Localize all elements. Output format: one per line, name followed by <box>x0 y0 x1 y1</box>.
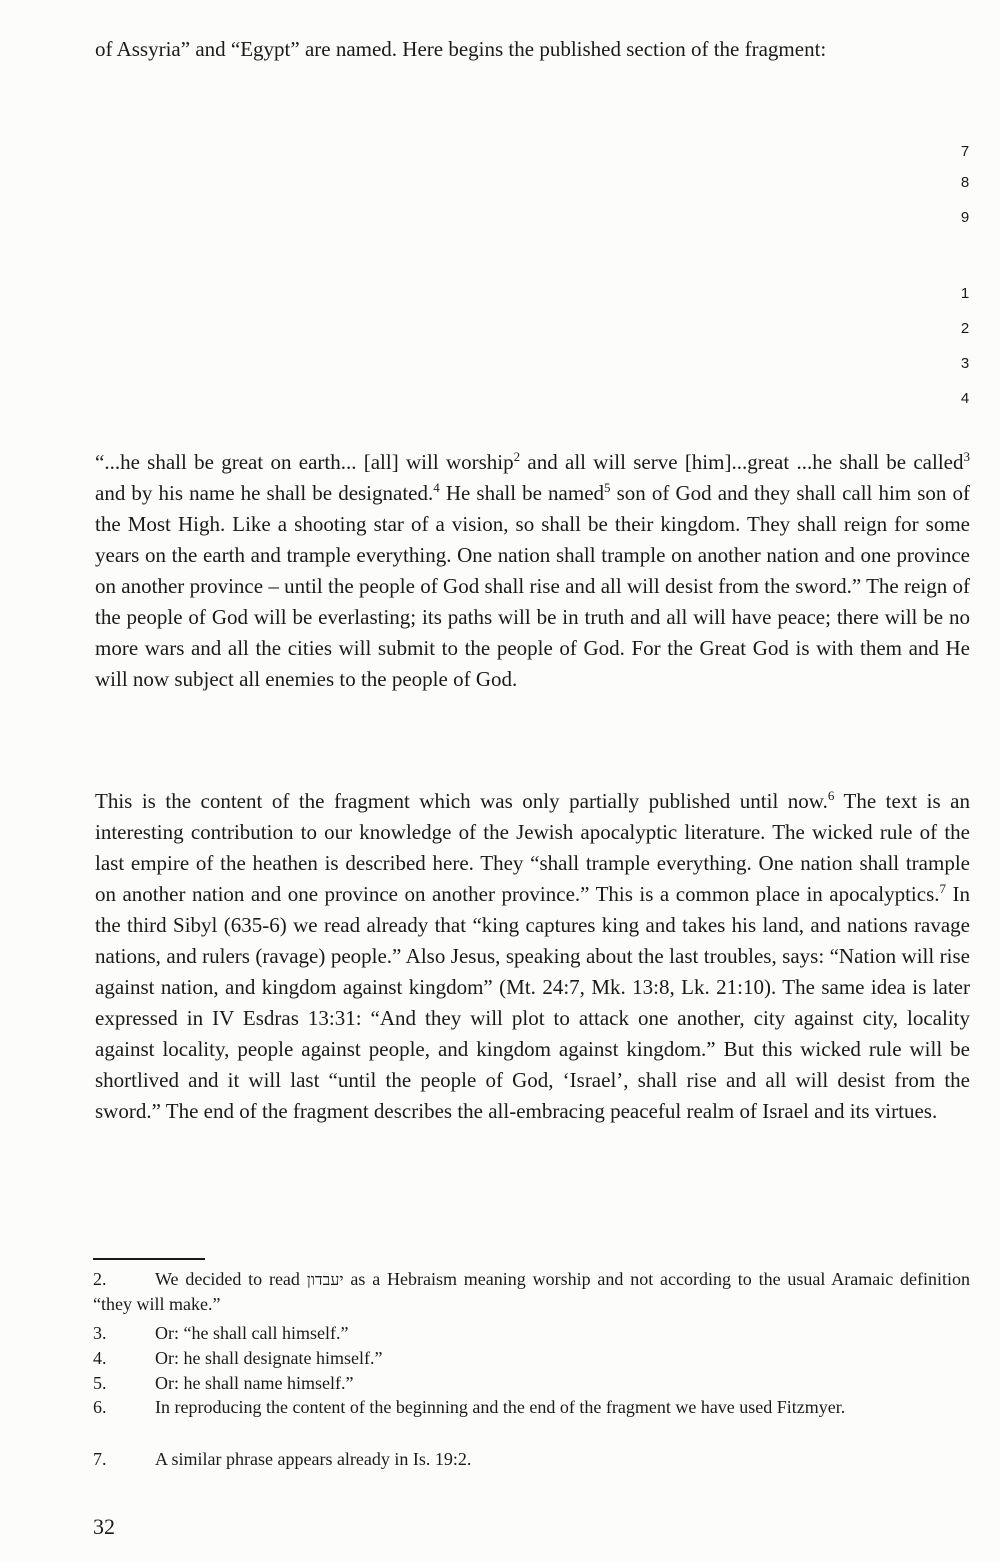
line-number: 1 <box>960 285 970 302</box>
translation-text: son of God and they shall call him son of the Most High. Like a shooting star of a vision, so shall be their kingdom. They shall reign for some years on the earth and trample everything. One nation shall trample on another nation and one province on another province – until the people of God shall rise and all will desist from the sword.” The reign of the people of God will be everlasting; its paths will be in truth and all will have peace; there will be no more wars and all the cities will submit to the people of God. For the Great God is with them and He will now subject all enemies to the people of God. <box>95 481 970 691</box>
footnote-divider <box>93 1258 205 1260</box>
line-number: 9 <box>960 209 970 226</box>
line-number: 7 <box>960 143 970 160</box>
footnote-number: 7. <box>93 1449 107 1469</box>
footnote-6 <box>93 1395 970 1419</box>
footnote-text: In reproducing the content of the beginning and the end of the fragment we have used Fitzmyer. <box>155 1397 846 1417</box>
footnote-number: 3. <box>93 1323 107 1343</box>
footnote-text: Or: “he shall call himself.” <box>155 1323 349 1343</box>
footnote-text: Or: he shall designate himself.” <box>155 1348 383 1368</box>
footnote-number: 4. <box>93 1348 107 1368</box>
translation-text: and all will serve [him]...great ...he shall be called <box>520 450 964 474</box>
footnote-2 <box>93 1267 970 1316</box>
footnote-4 <box>93 1346 970 1370</box>
footnote-text: as a Hebraism meaning worship and not according to the usual Aramaic definition “they will make.” <box>93 1269 971 1314</box>
discussion-paragraph <box>95 786 970 1127</box>
translation-text: He shall be named <box>439 481 605 505</box>
footnote-text: We decided to read <box>155 1269 307 1289</box>
footnote-number: 2. <box>93 1269 107 1289</box>
footnote-ref: 5 <box>604 480 611 495</box>
discussion-text: In the third Sibyl (635-6) we read already that “king captures king and takes his land, and nations ravage nations, and rulers (ravage) people.” Also Jesus, speaking about the last troubles, says: “Nation will rise against nation, and kingdom against kingdom” (Mt. 24:7, Mk. 13:8, Lk. 21:10). The same idea is later expressed in IV Esdras 13:31: “And they will plot to attack one another, city against city, locality against locality, people against people, and kingdom against kingdom.” But this wicked rule will be shortlived and it will last “until the people of God, ‘Israel’, shall rise and all will desist from the sword.” The end of the fragment describes the all-embracing peaceful realm of Israel and its virtues. <box>95 882 970 1123</box>
footnote-text: Or: he shall name himself.” <box>155 1373 354 1393</box>
footnote-ref: 2 <box>513 449 521 464</box>
translation-text: and by his name he shall be designated. <box>95 481 434 505</box>
footnote-7 <box>93 1447 970 1471</box>
footnote-ref: 3 <box>963 449 970 464</box>
footnote-ref: 7 <box>939 881 947 896</box>
footnote-number: 5. <box>93 1373 107 1393</box>
footnote-text: A similar phrase appears already in Is. 19:2. <box>155 1449 472 1469</box>
line-number: 8 <box>960 174 970 191</box>
footnote-hebrew-word: יעבדון <box>306 1270 344 1289</box>
footnote-number: 6. <box>93 1397 107 1417</box>
page-number: 32 <box>93 1514 115 1539</box>
intro-paragraph: of Assyria” and “Egypt” are named. Here begins the published section of the fragment: <box>95 37 827 61</box>
footnote-5 <box>93 1371 970 1395</box>
footnote-ref: 6 <box>827 788 835 803</box>
footnote-3 <box>93 1321 970 1345</box>
translation-paragraph <box>95 447 970 695</box>
discussion-text: The text is an interesting contribution to our knowledge of the Jewish apocalyptic literature. The wicked rule of the last empire of the heathen is described here. They “shall trample everything. One nation shall trample on another nation and one province on another province.” This is a common place in apocalyptics. <box>95 789 970 906</box>
translation-text: “...he shall be great on earth... [all] will worship <box>95 450 514 474</box>
footnote-ref: 4 <box>433 480 440 495</box>
discussion-text: This is the content of the fragment which was only partially published until now. <box>95 789 828 813</box>
line-number: 3 <box>960 355 970 372</box>
line-number: 2 <box>960 320 970 337</box>
line-number: 4 <box>960 390 970 407</box>
